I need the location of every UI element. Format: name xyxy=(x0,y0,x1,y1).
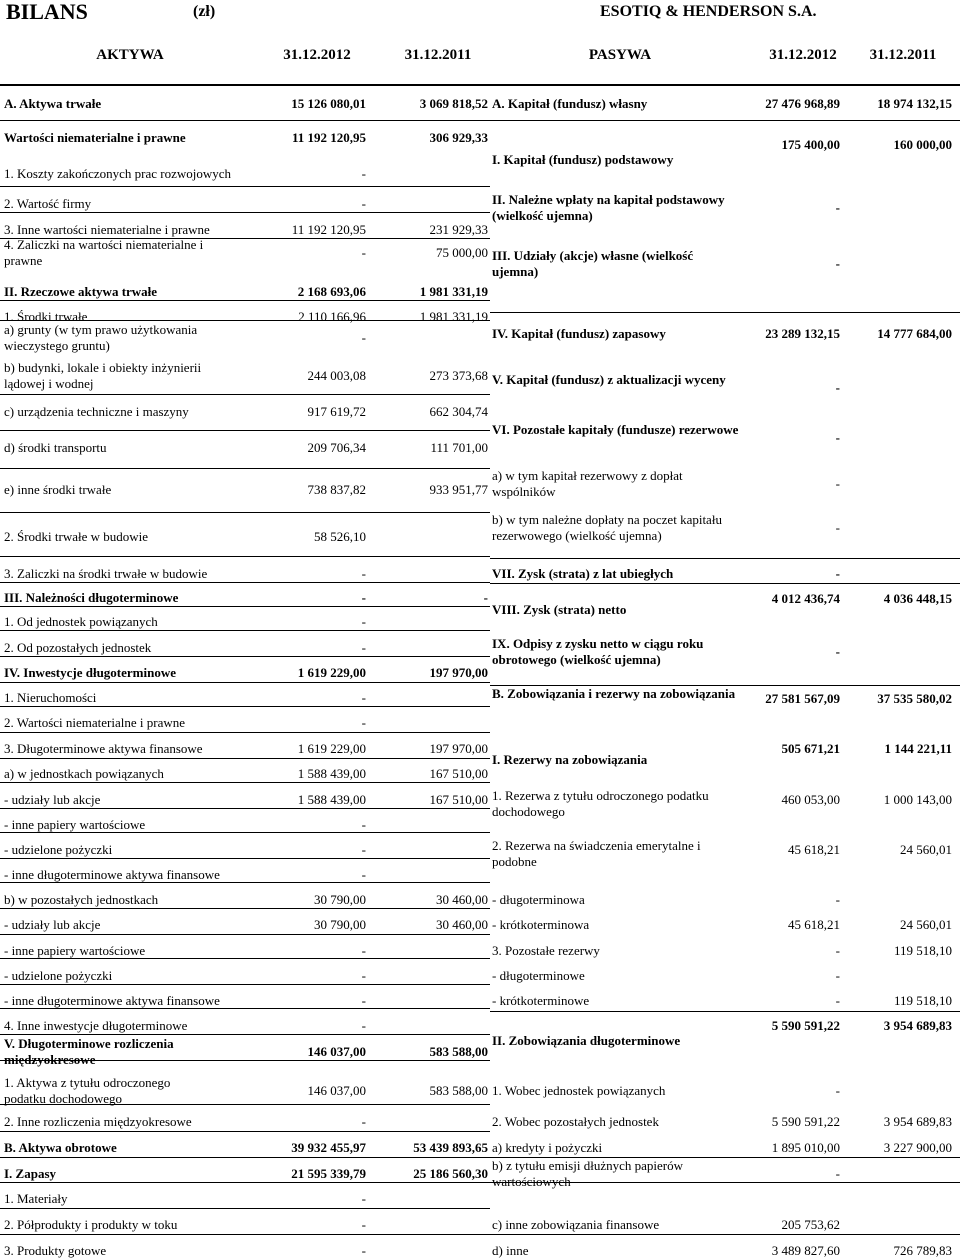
asset-label: 1. Koszty zakończonych prac rozwojowych xyxy=(4,166,232,181)
asset-row-divider xyxy=(0,934,490,935)
asset-label: Wartości niematerialne i prawne xyxy=(4,130,186,145)
asset-label: 1. Środki trwałe xyxy=(4,309,88,324)
asset-row-divider xyxy=(0,832,490,833)
asset-value-2012: - xyxy=(361,968,366,983)
liability-value-2011: 4 036 448,15 xyxy=(883,591,952,606)
asset-row-divider xyxy=(0,394,490,395)
liability-row-divider xyxy=(490,583,960,584)
asset-value-2011: 1 981 331,19 xyxy=(419,284,488,299)
liability-value-2012: 23 289 132,15 xyxy=(765,326,840,341)
asset-value-2012: 39 932 455,97 xyxy=(291,1140,366,1155)
asset-value-2012: 1 619 229,00 xyxy=(297,741,366,756)
asset-value-2012: - xyxy=(361,166,366,181)
asset-label: a) w jednostkach powiązanych xyxy=(4,766,164,781)
asset-row-divider xyxy=(0,732,490,733)
asset-label: 1. Od jednostek powiązanych xyxy=(4,614,158,629)
asset-row-divider xyxy=(0,212,490,213)
liability-label: A. Kapitał (fundusz) własny xyxy=(492,96,648,111)
asset-row-divider xyxy=(0,908,490,909)
liability-label: - krótkoterminowa xyxy=(492,917,590,932)
asset-label: III. Należności długoterminowe xyxy=(4,590,179,605)
asset-row-divider xyxy=(0,1182,490,1183)
liability-value-2012: - xyxy=(835,256,840,271)
asset-value-2012: - xyxy=(361,842,366,857)
asset-row-divider xyxy=(0,808,490,809)
asset-value-2012: 738 837,82 xyxy=(307,482,366,497)
liability-value-2012: 4 012 436,74 xyxy=(771,591,840,606)
liability-value-2012: 27 581 567,09 xyxy=(765,691,840,706)
liability-label: VIII. Zysk (strata) netto xyxy=(492,602,627,617)
asset-row-divider xyxy=(0,656,490,657)
asset-row-divider xyxy=(0,606,490,607)
liability-label: d) inne xyxy=(492,1243,529,1258)
asset-label: 1. Aktywa z tytułu odroczonego podatku dochodowego xyxy=(4,1075,171,1106)
header-assets-2011: 31.12.2011 xyxy=(404,47,472,63)
asset-value-2012: 146 037,00 xyxy=(307,1083,366,1098)
liability-row-divider xyxy=(490,558,960,559)
liability-label: 1. Wobec jednostek powiązanych xyxy=(492,1083,666,1098)
asset-row-divider xyxy=(0,120,490,121)
asset-value-2011: 583 588,00 xyxy=(429,1044,488,1059)
liability-value-2012: - xyxy=(835,1083,840,1098)
asset-value-2012: 15 126 080,01 xyxy=(291,96,366,111)
liability-value-2012: - xyxy=(835,644,840,659)
asset-label: 1. Nieruchomości xyxy=(4,690,97,705)
asset-value-2012: 11 192 120,95 xyxy=(291,222,366,237)
asset-label: - inne papiery wartościowe xyxy=(4,943,146,958)
liability-label: V. Kapitał (fundusz) z aktualizacji wyceny xyxy=(492,372,726,387)
liability-value-2012: - xyxy=(835,943,840,958)
asset-value-2012: 30 790,00 xyxy=(314,917,366,932)
liability-value-2012: - xyxy=(835,968,840,983)
asset-value-2012: 146 037,00 xyxy=(307,1044,366,1059)
asset-value-2012: - xyxy=(361,867,366,882)
asset-value-2011: 30 460,00 xyxy=(436,917,488,932)
liability-value-2011: 1 144 221,11 xyxy=(884,741,952,756)
asset-label: 2. Inne rozliczenia międzyokresowe xyxy=(4,1114,192,1129)
asset-label: 3. Długoterminowe aktywa finansowe xyxy=(4,741,203,756)
asset-value-2011: 111 701,00 xyxy=(430,440,488,455)
asset-value-2012: 11 192 120,95 xyxy=(291,130,366,145)
asset-value-2012: 244 003,08 xyxy=(307,368,366,383)
asset-value-2012: - xyxy=(361,245,366,260)
asset-value-2011: 306 929,33 xyxy=(429,130,488,145)
asset-value-2012: 2 110 166,96 xyxy=(298,309,366,324)
asset-value-2011: 197 970,00 xyxy=(429,665,488,680)
asset-label: - inne długoterminowe aktywa finansowe xyxy=(4,993,220,1008)
asset-label: 2. Półprodukty i produkty w toku xyxy=(4,1217,178,1232)
liability-value-2012: 5 590 591,22 xyxy=(771,1114,840,1129)
asset-row-divider xyxy=(0,430,490,431)
asset-label: 4. Inne inwestycje długoterminowe xyxy=(4,1018,188,1033)
asset-value-2012: 1 619 229,00 xyxy=(297,665,366,680)
liability-label: c) inne zobowiązania finansowe xyxy=(492,1217,660,1232)
liability-value-2012: - xyxy=(835,430,840,445)
liability-value-2012: - xyxy=(835,566,840,581)
asset-label: b) w pozostałych jednostkach xyxy=(4,892,159,907)
asset-row-divider xyxy=(0,1008,490,1009)
asset-value-2012: - xyxy=(361,715,366,730)
asset-label: I. Zapasy xyxy=(4,1166,57,1181)
asset-row-divider xyxy=(0,582,490,583)
liability-label: VI. Pozostałe kapitały (fundusze) rezerwowe xyxy=(492,422,739,437)
liability-row-divider xyxy=(490,1234,960,1235)
asset-label: - udziały lub akcje xyxy=(4,792,101,807)
liability-value-2011: 24 560,01 xyxy=(900,842,952,857)
liability-value-2012: 1 895 010,00 xyxy=(771,1140,840,1155)
liability-value-2011: 18 974 132,15 xyxy=(877,96,952,111)
document-title: BILANS xyxy=(6,0,88,24)
asset-value-2012: - xyxy=(361,330,366,345)
asset-value-2011: 231 929,33 xyxy=(429,222,488,237)
liability-value-2012: 45 618,21 xyxy=(788,917,840,932)
header-aktywa: AKTYWA xyxy=(96,47,164,63)
liability-label: - długoterminowa xyxy=(492,892,585,907)
asset-row-divider xyxy=(0,682,490,683)
asset-row-divider xyxy=(0,858,490,859)
asset-value-2011: 167 510,00 xyxy=(429,792,488,807)
liability-value-2011: 37 535 580,02 xyxy=(877,691,952,706)
asset-value-2012: 917 619,72 xyxy=(307,404,366,419)
asset-value-2012: - xyxy=(361,943,366,958)
asset-value-2012: - xyxy=(361,614,366,629)
asset-value-2011: 662 304,74 xyxy=(429,404,488,419)
asset-label: 3. Produkty gotowe xyxy=(4,1243,107,1258)
liability-value-2012: 5 590 591,22 xyxy=(771,1018,840,1033)
asset-value-2011: 933 951,77 xyxy=(429,482,488,497)
asset-label: - inne długoterminowe aktywa finansowe xyxy=(4,867,220,882)
liability-row-divider xyxy=(490,1157,960,1158)
currency-unit: (zł) xyxy=(193,3,216,20)
liability-label: b) w tym należne dopłaty na poczet kapitału rezerwowego (wielkość ujemna) xyxy=(492,512,722,543)
liability-value-2012: 460 053,00 xyxy=(781,792,840,807)
asset-label: - udzielone pożyczki xyxy=(4,968,113,983)
liability-label: II. Należne wpłaty na kapitał podstawowy (wielkość ujemna) xyxy=(492,192,725,223)
asset-value-2012: - xyxy=(361,1217,366,1232)
liability-value-2012: 205 753,62 xyxy=(781,1217,840,1232)
asset-row-divider xyxy=(0,1131,490,1132)
asset-label: 3. Zaliczki na środki trwałe w budowie xyxy=(4,566,208,581)
asset-value-2011: 25 186 560,30 xyxy=(413,1166,488,1181)
asset-row-divider xyxy=(0,1104,490,1105)
asset-value-2012: - xyxy=(361,993,366,1008)
asset-label: 2. Od pozostałych jednostek xyxy=(4,640,152,655)
asset-value-2012: 58 526,10 xyxy=(314,529,366,544)
liability-value-2011: 3 954 689,83 xyxy=(883,1018,952,1033)
asset-value-2011: 3 069 818,52 xyxy=(419,96,488,111)
asset-value-2012: - xyxy=(361,1018,366,1033)
asset-value-2011: 197 970,00 xyxy=(429,741,488,756)
asset-label: - udzielone pożyczki xyxy=(4,842,113,857)
asset-value-2011: 583 588,00 xyxy=(429,1083,488,1098)
liability-row-divider xyxy=(490,1182,960,1183)
header-pasywa: PASYWA xyxy=(588,47,652,63)
asset-value-2012: 209 706,34 xyxy=(307,440,366,455)
liability-label: - krótkoterminowe xyxy=(492,993,590,1008)
asset-label: 2. Wartość firmy xyxy=(4,196,92,211)
asset-value-2011: 273 373,68 xyxy=(429,368,488,383)
asset-label: 3. Inne wartości niematerialne i prawne xyxy=(4,222,210,237)
liability-value-2012: - xyxy=(835,380,840,395)
asset-value-2012: - xyxy=(361,566,366,581)
asset-row-divider xyxy=(0,468,490,469)
liability-label: IV. Kapitał (fundusz) zapasowy xyxy=(492,326,666,341)
liability-value-2012: 27 476 968,89 xyxy=(765,96,840,111)
liability-label: III. Udziały (akcje) własne (wielkość ujemna) xyxy=(492,248,694,279)
liability-label: B. Zobowiązania i rezerwy na zobowiązania xyxy=(492,686,736,701)
liability-label: 2. Rezerwa na świadczenia emerytalne i podobne xyxy=(492,838,701,869)
liability-label: a) w tym kapitał rezerwowy z dopłat wspólników xyxy=(492,468,683,499)
liability-label: 3. Pozostałe rezerwy xyxy=(492,943,600,958)
asset-value-2012: - xyxy=(361,1191,366,1206)
asset-row-divider xyxy=(0,300,490,301)
liability-label: VII. Zysk (strata) z lat ubiegłych xyxy=(492,566,674,581)
asset-value-2012: - xyxy=(361,196,366,211)
asset-label: - inne papiery wartościowe xyxy=(4,817,146,832)
liability-label: 2. Wobec pozostałych jednostek xyxy=(492,1114,659,1129)
asset-label: c) urządzenia techniczne i maszyny xyxy=(4,404,189,419)
asset-value-2012: - xyxy=(361,590,366,605)
liability-label: I. Rezerwy na zobowiązania xyxy=(492,752,648,767)
liability-row-divider xyxy=(490,1011,960,1012)
asset-row-divider xyxy=(0,1208,490,1209)
liability-value-2012: - xyxy=(835,1166,840,1181)
liability-row-divider xyxy=(490,312,960,313)
header-liabilities-2011: 31.12.2011 xyxy=(869,47,937,63)
liability-label: IX. Odpisy z zysku netto w ciągu roku obrotowego (wielkość ujemna) xyxy=(492,636,704,667)
liability-value-2012: - xyxy=(835,200,840,215)
liability-value-2011: 24 560,01 xyxy=(900,917,952,932)
asset-value-2011: 53 439 893,65 xyxy=(413,1140,488,1155)
asset-value-2012: - xyxy=(361,640,366,655)
liability-label: - długoterminowe xyxy=(492,968,585,983)
asset-row-divider xyxy=(0,186,490,187)
liability-value-2012: 505 671,21 xyxy=(781,741,840,756)
asset-row-divider xyxy=(0,958,490,959)
asset-label: B. Aktywa obrotowe xyxy=(4,1140,117,1155)
liability-label: a) kredyty i pożyczki xyxy=(492,1140,603,1155)
asset-value-2012: - xyxy=(361,690,366,705)
asset-row-divider xyxy=(0,1034,490,1035)
asset-row-divider xyxy=(0,706,490,707)
liability-value-2011: 119 518,10 xyxy=(893,993,952,1008)
header-assets-2012: 31.12.2012 xyxy=(283,47,351,63)
liability-value-2012: - xyxy=(835,892,840,907)
asset-label: 2. Wartości niematerialne i prawne xyxy=(4,715,186,730)
asset-row-divider xyxy=(0,512,490,513)
asset-row-divider xyxy=(0,238,490,239)
asset-label: II. Rzeczowe aktywa trwałe xyxy=(4,284,158,299)
liability-value-2011: 726 789,83 xyxy=(893,1243,952,1258)
asset-label: 4. Zaliczki na wartości niematerialne i prawne xyxy=(4,237,204,268)
asset-row-divider xyxy=(0,1060,490,1061)
asset-value-2012: 1 588 439,00 xyxy=(297,766,366,781)
liability-label: 1. Rezerwa z tytułu odroczonego podatku dochodowego xyxy=(492,788,709,819)
asset-row-divider xyxy=(0,782,490,783)
asset-label: - udziały lub akcje xyxy=(4,917,101,932)
asset-value-2012: 30 790,00 xyxy=(314,892,366,907)
asset-label: IV. Inwestycje długoterminowe xyxy=(4,665,176,680)
asset-value-2012: 1 588 439,00 xyxy=(297,792,366,807)
liability-row-divider xyxy=(490,685,960,686)
asset-row-divider xyxy=(0,320,490,321)
asset-row-divider xyxy=(0,556,490,557)
asset-value-2011: 1 981 331,19 xyxy=(419,309,488,324)
asset-label: b) budynki, lokale i obiekty inżynierii lądowej i wodnej xyxy=(4,360,202,391)
asset-row-divider xyxy=(0,984,490,985)
header-liabilities-2012: 31.12.2012 xyxy=(769,47,837,63)
liability-label: II. Zobowiązania długoterminowe xyxy=(492,1033,681,1048)
asset-value-2012: 21 595 339,79 xyxy=(291,1166,366,1181)
asset-value-2011: - xyxy=(483,590,488,605)
asset-label: a) grunty (w tym prawo użytkowania wieczystego gruntu) xyxy=(4,322,198,353)
asset-label: V. Długoterminowe rozliczenia międzyokresowe xyxy=(4,1036,174,1067)
liability-value-2012: - xyxy=(835,476,840,491)
header-divider xyxy=(0,84,960,86)
liability-value-2011: 3 227 900,00 xyxy=(883,1140,952,1155)
liability-value-2011: 1 000 143,00 xyxy=(883,792,952,807)
asset-value-2011: 167 510,00 xyxy=(429,766,488,781)
asset-value-2012: - xyxy=(361,817,366,832)
asset-row-divider xyxy=(0,1234,490,1235)
company-name: ESOTIQ & HENDERSON S.A. xyxy=(600,3,817,20)
asset-label: d) środki transportu xyxy=(4,440,107,455)
liability-value-2012: - xyxy=(835,520,840,535)
asset-value-2011: 30 460,00 xyxy=(436,892,488,907)
liability-value-2012: 45 618,21 xyxy=(788,842,840,857)
asset-value-2011: 75 000,00 xyxy=(436,245,488,260)
asset-label: 1. Materiały xyxy=(4,1191,68,1206)
liability-value-2012: - xyxy=(835,993,840,1008)
liability-label: b) z tytułu emisji dłużnych papierów wartościowych xyxy=(492,1158,683,1189)
asset-row-divider xyxy=(0,758,490,759)
asset-row-divider xyxy=(0,630,490,631)
liability-value-2012: 175 400,00 xyxy=(781,137,840,152)
asset-value-2012: 2 168 693,06 xyxy=(297,284,366,299)
liability-row-divider xyxy=(490,120,960,121)
liability-value-2011: 14 777 684,00 xyxy=(877,326,952,341)
liability-value-2012: 3 489 827,60 xyxy=(771,1243,840,1258)
asset-label: A. Aktywa trwałe xyxy=(4,96,102,111)
liability-value-2011: 160 000,00 xyxy=(893,137,952,152)
asset-row-divider xyxy=(0,1157,490,1158)
asset-row-divider xyxy=(0,882,490,883)
asset-value-2012: - xyxy=(361,1243,366,1258)
asset-value-2012: - xyxy=(361,1114,366,1129)
asset-label: 2. Środki trwałe w budowie xyxy=(4,529,149,544)
liability-label: I. Kapitał (fundusz) podstawowy xyxy=(492,152,674,167)
liability-value-2011: 119 518,10 xyxy=(893,943,952,958)
liability-value-2011: 3 954 689,83 xyxy=(883,1114,952,1129)
asset-label: e) inne środki trwałe xyxy=(4,482,112,497)
